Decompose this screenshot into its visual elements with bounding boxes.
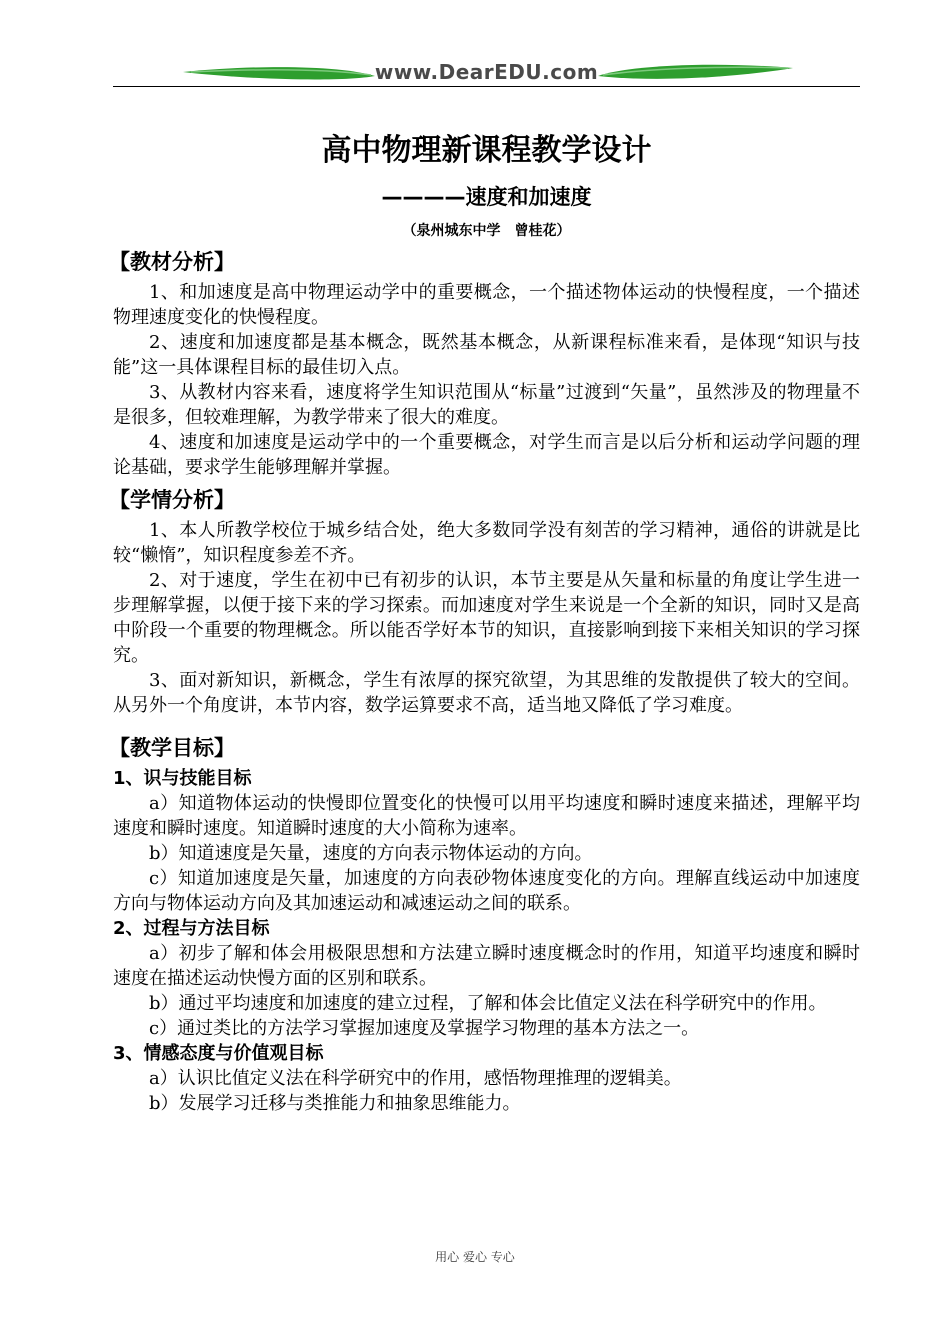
goal-item: c）知道加速度是矢量，加速度的方向表砂物体速度变化的方向。理解直线运动中加速度方向与物体运动方向及其加速运动和减速运动之间的联系。 xyxy=(113,868,860,914)
paragraph: 2、速度和加速度都是基本概念，既然基本概念，从新课程标准来看，是体现“知识与技能”这一具体课程目标的最佳切入点。 xyxy=(113,332,860,378)
goal-item: a）初步了解和体会用极限思想和方法建立瞬时速度概念时的作用，知道平均速度和瞬时速度在描述运动快慢方面的区别和联系。 xyxy=(113,943,860,989)
goal-item: b）通过平均速度和加速度的建立过程，了解和体会比值定义法在科学研究中的作用。 xyxy=(149,993,827,1014)
paragraph: 1、和加速度是高中物理运动学中的重要概念，一个描述物体运动的快慢程度，一个描述物理速度变化的快慢程度。 xyxy=(113,282,860,328)
header-divider xyxy=(113,86,860,87)
goal-group-title: 3、情感态度与价值观目标 xyxy=(113,1043,324,1064)
page-footer: 用心 爱心 专心 xyxy=(435,1250,515,1264)
site-logo-text: www.DearEDU.com xyxy=(374,60,599,84)
document-title: 高中物理新课程教学设计 xyxy=(321,133,652,168)
section-heading-textbook: 【教材分析】 xyxy=(109,250,235,274)
paragraph: 2、对于速度，学生在初中已有初步的认识，本节主要是从矢量和标量的角度让学生进一步理解掌握，以便于接下来的学习探索。而加速度对学生来说是一个全新的知识，同时又是高中阶段一个重要的物理概念。所以能否学好本节的知识，直接影响到接下来相关知识的学习探究。 xyxy=(113,570,860,666)
goal-item: b）知道速度是矢量，速度的方向表示物体运动的方向。 xyxy=(149,843,593,864)
section-heading-goals: 【教学目标】 xyxy=(109,736,235,760)
goal-item: b）发展学习迁移与类推能力和抽象思维能力。 xyxy=(149,1093,521,1114)
document-author: （泉州城东中学 曾桂花） xyxy=(402,223,571,239)
paragraph: 4、速度和加速度是运动学中的一个重要概念，对学生而言是以后分析和运动学问题的理论基础，要求学生能够理解并掌握。 xyxy=(113,432,860,478)
goal-item: a）知道物体运动的快慢即位置变化的快慢可以用平均速度和瞬时速度来描述，理解平均速度和瞬时速度。知道瞬时速度的大小简称为速率。 xyxy=(113,793,860,839)
goal-item: c）通过类比的方法学习掌握加速度及掌握学习物理的基本方法之一。 xyxy=(149,1018,700,1039)
section-heading-students: 【学情分析】 xyxy=(109,488,235,512)
paragraph: 1、本人所教学校位于城乡结合处，绝大多数同学没有刻苦的学习精神，通俗的讲就是比较“懒惰”，知识程度参差不齐。 xyxy=(113,520,860,566)
paragraph: 3、面对新知识，新概念，学生有浓厚的探究欲望，为其思维的发散提供了较大的空间。从另外一个角度讲，本节内容，数学运算要求不高，适当地又降低了学习难度。 xyxy=(113,670,860,716)
goal-group-title: 1、识与技能目标 xyxy=(113,768,252,789)
goal-item: a）认识比值定义法在科学研究中的作用，感悟物理推理的逻辑美。 xyxy=(149,1068,682,1089)
document-body xyxy=(109,128,860,1116)
document-subtitle: ————速度和加速度 xyxy=(381,185,592,209)
paragraph: 3、从教材内容来看，速度将学生知识范围从“标量”过渡到“矢量”，虽然涉及的物理量不是很多，但较难理解，为教学带来了很大的难度。 xyxy=(113,382,860,428)
goal-group-title: 2、过程与方法目标 xyxy=(113,918,270,939)
